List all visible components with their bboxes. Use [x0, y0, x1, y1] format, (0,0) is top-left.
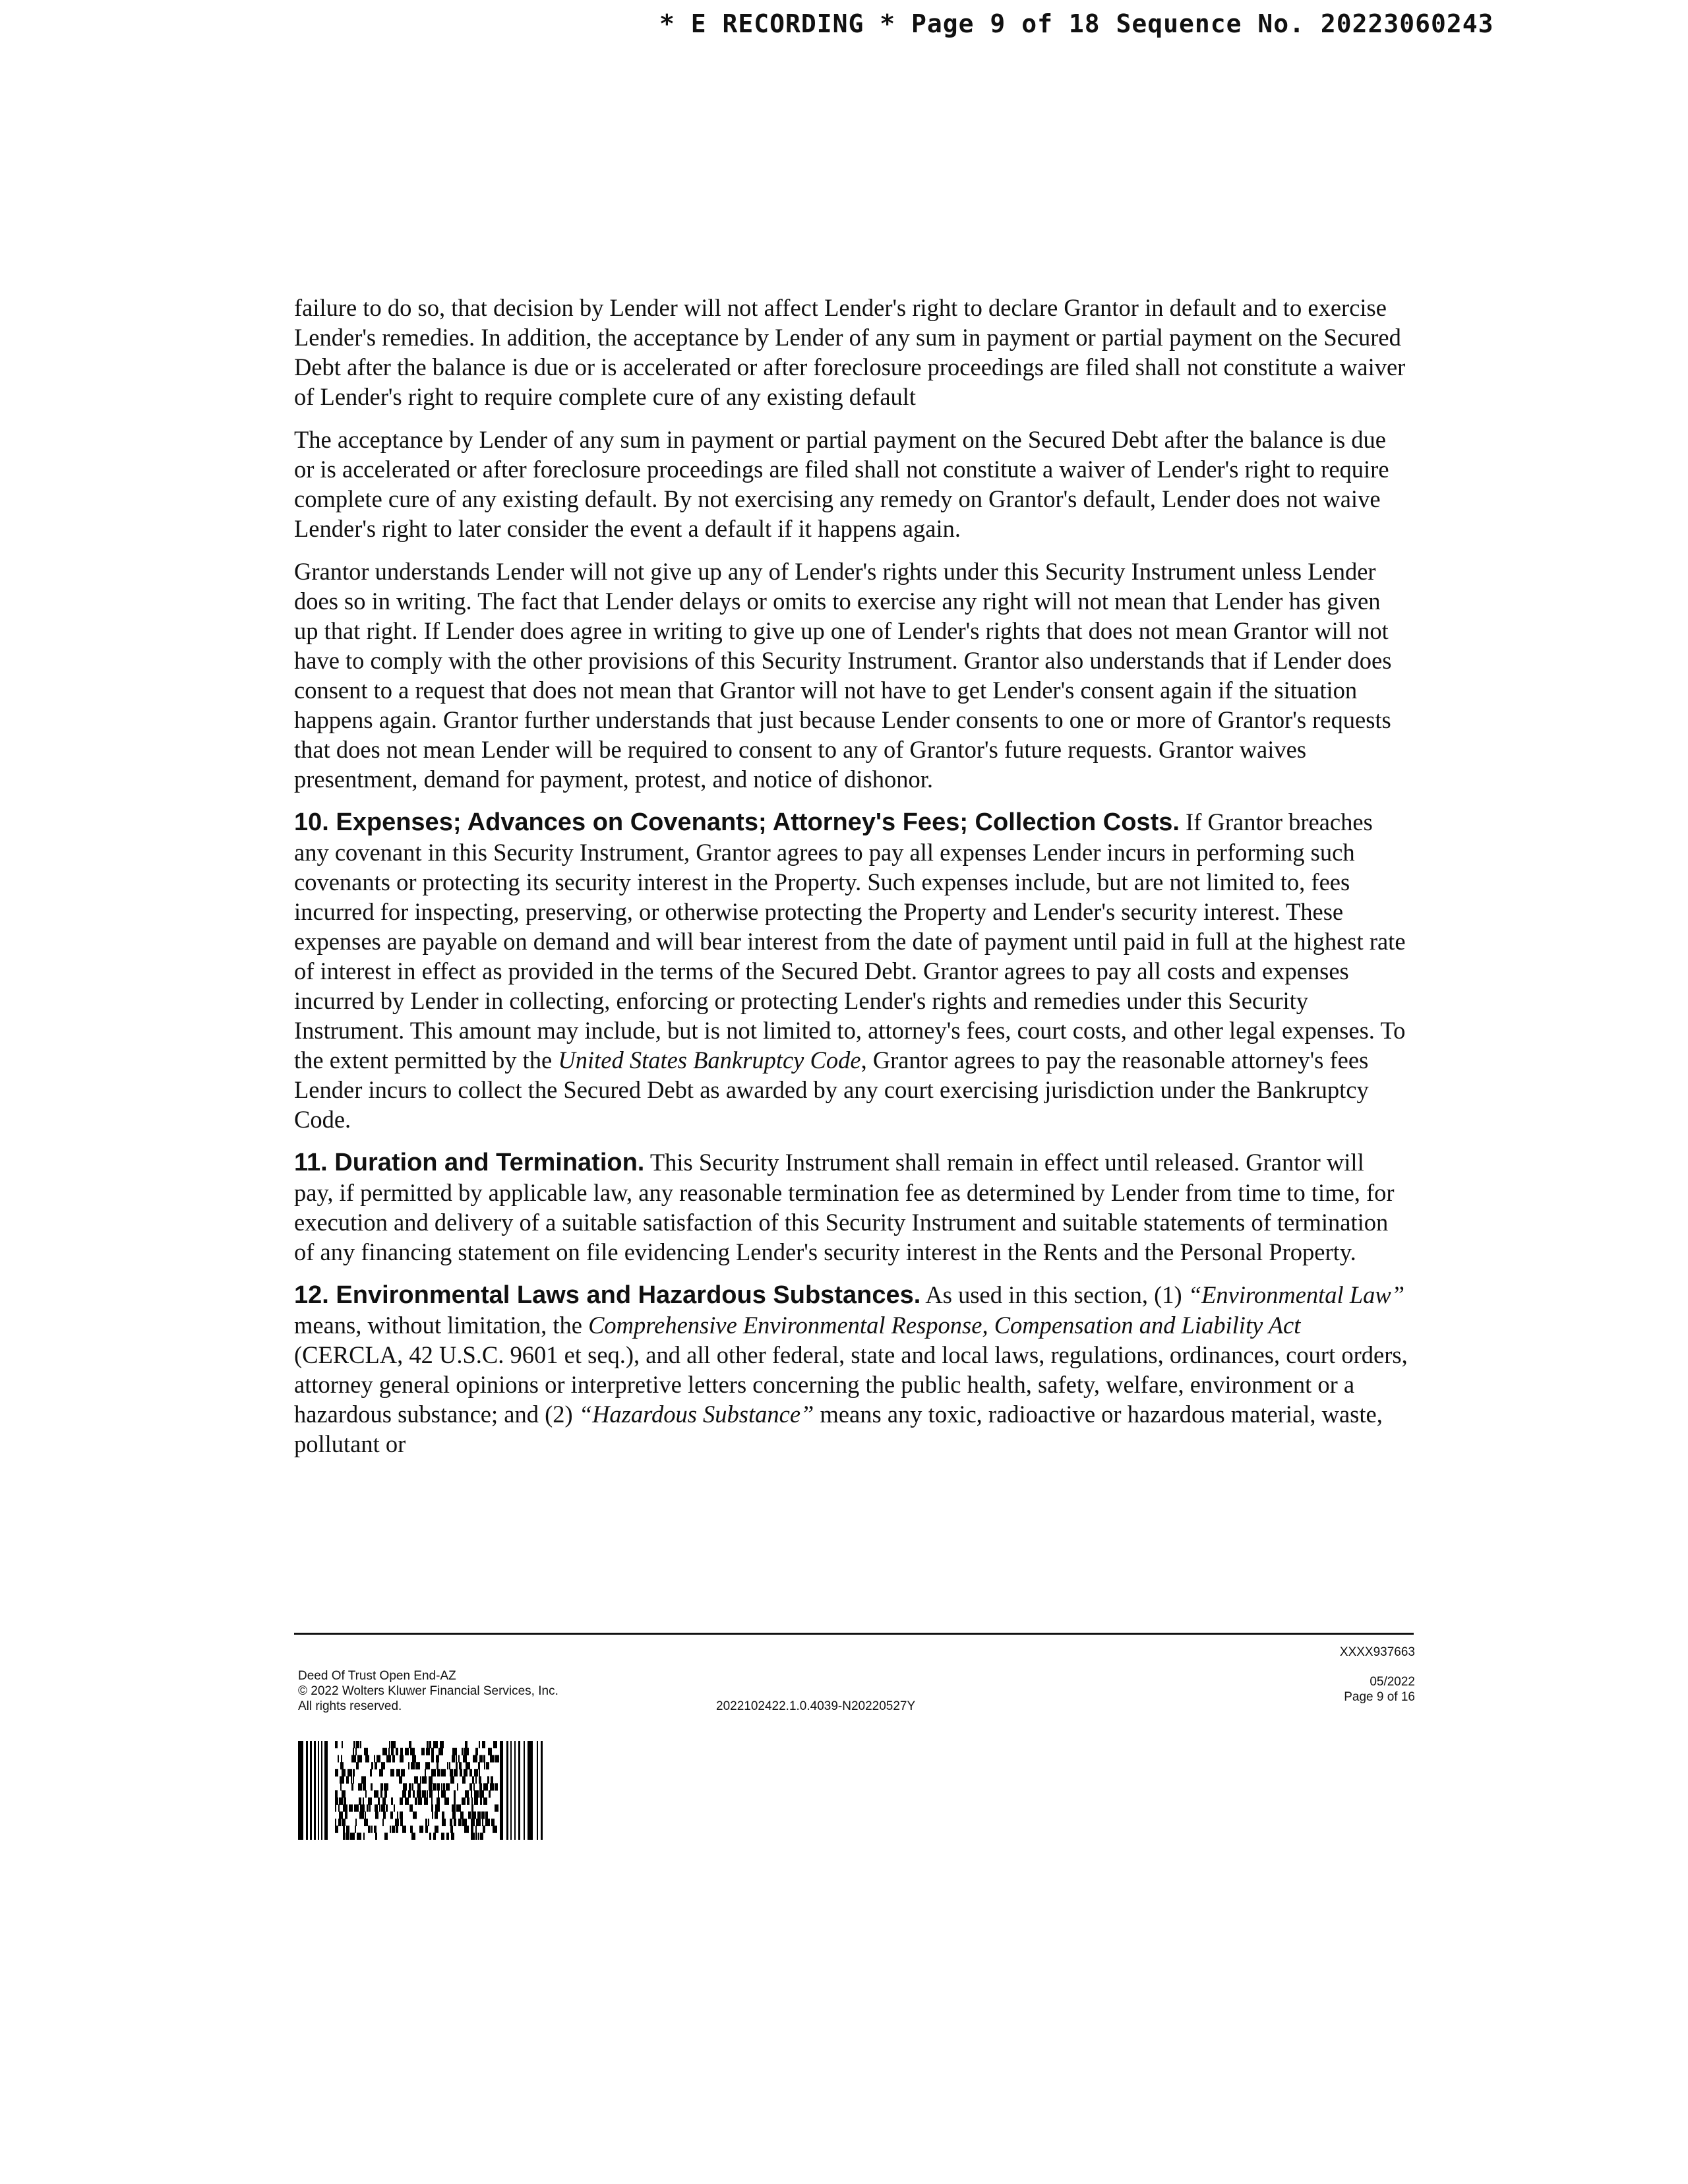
paragraph-acceptance-payment: The acceptance by Lender of any sum in payment or partial payment on the Secured Debt after the balance is due or is accelerated or after foreclosure proceedings are filed shall not constitute a waiver of Lender's right to require complete cure of any existing default. By not exercising any remedy on Grantor's default, Lender does not waive Lender's right to later consider the event a default if it happens again. [294, 426, 1389, 542]
document-body [294, 293, 1408, 1472]
section-expenses [294, 807, 1408, 1134]
section-environmental-text-a: As used in this section, (1) [920, 1281, 1188, 1308]
footer-divider [294, 1633, 1414, 1635]
section-environmental-text-d: means any toxic, radioactive or hazardous material, waste, pollutant or [294, 1401, 1383, 1457]
section-environmental-text-c: (CERCLA, 42 U.S.C. 9601 et seq.), and all other federal, state and local laws, regulations, ordinances, court orders, attorney general opinions or interpretive letters concerning the public health, safety, welfare, environment or a hazardous substance; and (2) [294, 1341, 1408, 1428]
footer-page-number: Page 9 of 16 [1344, 1690, 1415, 1704]
section-expenses-heading: 10. Expenses; Advances on Covenants; Attorney's Fees; Collection Costs. [294, 808, 1180, 836]
cercla-act-title: Comprehensive Environmental Response, Compensation and Liability Act [588, 1312, 1301, 1339]
footer-rights: All rights reserved. [298, 1699, 402, 1713]
bankruptcy-code-title: United States Bankruptcy Code [558, 1046, 861, 1074]
section-environmental-text-b: means, without limitation, the [294, 1312, 589, 1339]
section-expenses-text-a: If Grantor breaches any covenant in this Security Instrument, Grantor agrees to pay all expenses Lender incurs in performing such covenants or protecting its security interest in the Property. Such expenses include, but are not limited to, fees incurred for inspecting, preserving, or otherwise protecting the Property and Lender's security interest. These expenses are payable on demand and will bear interest from the date of payment until paid in full at the highest rate of interest in effect as provided in the terms of the Secured Debt. Grantor agrees to pay all costs and expenses incurred by Lender in collecting, enforcing or protecting Lender's rights and remedies under this Security Instrument. This amount may include, but is not limited to, attorney's fees, court costs, and other legal expenses. To the extent permitted by the [294, 808, 1406, 1074]
barcode-icon [298, 1741, 549, 1840]
footer-doc-title: Deed Of Trust Open End-AZ [298, 1669, 456, 1683]
footer-loan-number: XXXX937663 [1339, 1645, 1415, 1659]
footer-copyright: © 2022 Wolters Kluwer Financial Services, Inc. [298, 1684, 558, 1698]
paragraph-lender-rights: Grantor understands Lender will not give up any of Lender's rights under this Security Instrument unless Lender does so in writing. The fact that Lender delays or omits to exercise any right will not mean that Lender has given up that right. If Lender does agree in writing to give up one of Lender's rights that does not mean Grantor will not have to comply with the other provisions of this Security Instrument. Grantor also understands that if Lender does consent to a request that does not mean that Grantor will not have to get Lender's consent again if the situation happens again. Grantor further understands that just because Lender consents to one or more of Grantor's requests that does not mean Lender will be required to consent to any of Grantor's future requests. Grantor waives presentment, demand for payment, protest, and notice of dishonor. [294, 558, 1392, 793]
paragraph-default-waiver: failure to do so, that decision by Lender will not affect Lender's right to declare Grantor in default and to exercise Lender's remedies. In addition, the acceptance by Lender of any sum in payment or partial payment on the Secured Debt after the balance is due or is accelerated or after foreclosure proceedings are filed shall not constitute a waiver of Lender's right to require complete cure of any existing default [294, 294, 1406, 410]
section-expenses-text-b: , Grantor agrees to pay the reasonable attorney's fees Lender incurs to collect the Secured Debt as awarded by any court exercising jurisdiction under the Bankruptcy Code. [294, 1046, 1369, 1133]
section-environmental-heading: 12. Environmental Laws and Hazardous Substances. [294, 1281, 921, 1309]
footer-revision: 05/2022 [1370, 1675, 1415, 1689]
term-hazardous-substance: “Hazardous Substance” [578, 1401, 814, 1428]
section-duration-heading: 11. Duration and Termination. [294, 1149, 645, 1176]
term-environmental-law: “Environmental Law” [1188, 1281, 1405, 1308]
section-duration [294, 1147, 1408, 1267]
section-environmental [294, 1280, 1408, 1459]
footer-right [1253, 1645, 1415, 1705]
recording-stamp: * E RECORDING * Page 9 of 18 Sequence No. 20223060243 [659, 9, 1494, 38]
footer-left [298, 1668, 558, 1714]
footer-form-code: 2022102422.1.0.4039-N20220527Y [716, 1699, 916, 1713]
section-duration-text: This Security Instrument shall remain in effect until released. Grantor will pay, if permitted by applicable law, any reasonable termination fee as determined by Lender from time to time, for execution and delivery of a suitable satisfaction of this Security Instrument and suitable statements of termination of any financing statement on file evidencing Lender's security interest in the Rents and the Personal Property. [294, 1149, 1395, 1265]
